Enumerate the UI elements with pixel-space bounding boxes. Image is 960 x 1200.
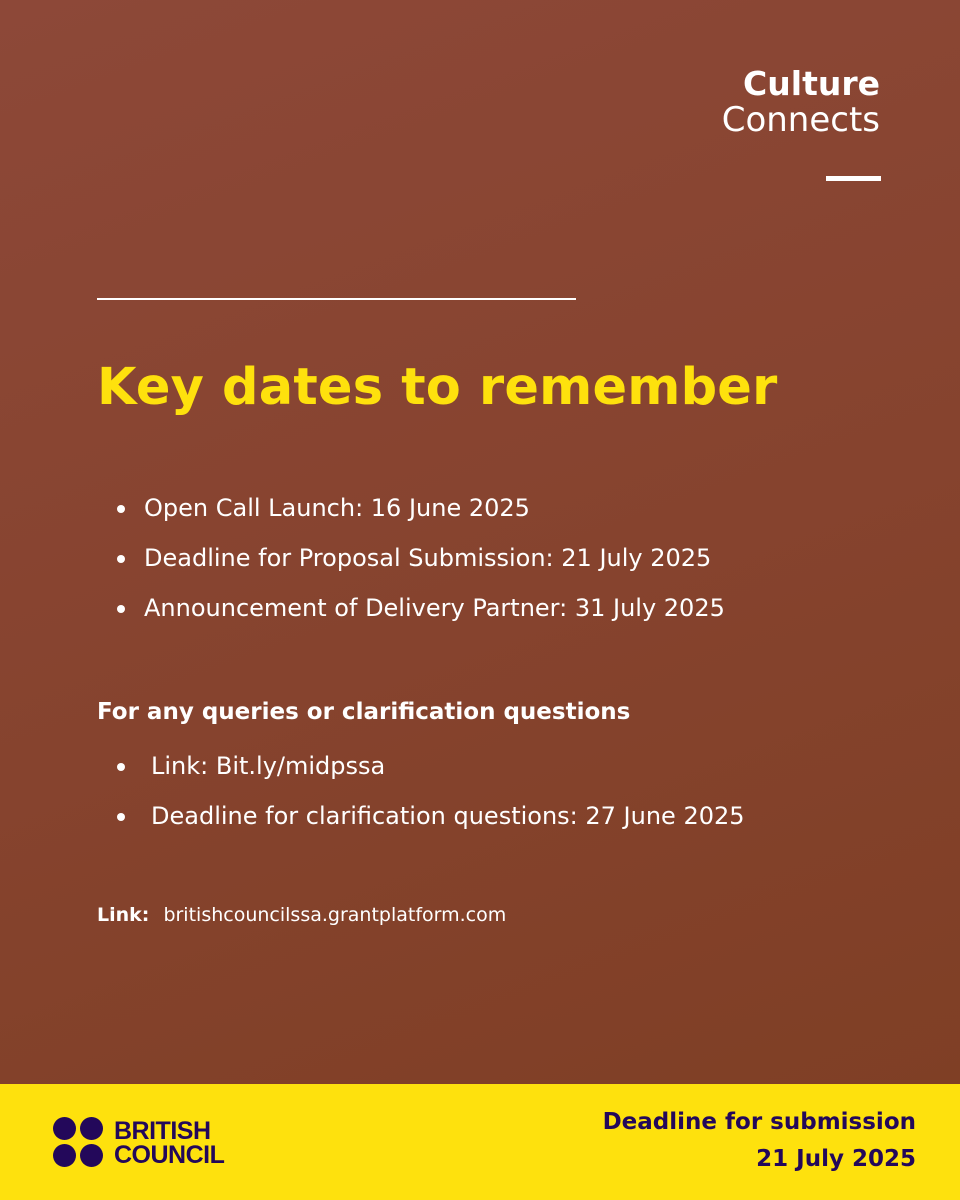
- link-label: Link:: [97, 904, 150, 926]
- grant-platform-link[interactable]: britishcouncilssa.grantplatform.com: [163, 904, 507, 926]
- british-council-wordmark: [114, 1119, 224, 1167]
- title-rule-divider: [97, 298, 576, 300]
- key-date-item: [117, 536, 725, 586]
- query-item: [117, 744, 745, 794]
- logo-dot: [80, 1144, 103, 1167]
- queries-list: [117, 744, 745, 844]
- logo-line-2: COUNCIL: [114, 1141, 225, 1169]
- query-link-text[interactable]: Link: Bit.ly/midpssa: [151, 752, 386, 780]
- bullet-icon: [117, 605, 125, 613]
- queries-heading: For any queries or clarification questions: [97, 699, 631, 725]
- bullet-icon: [117, 763, 125, 771]
- deadline-label: Deadline for submission: [602, 1109, 916, 1135]
- bullet-icon: [117, 813, 125, 821]
- key-date-text: Open Call Launch: 16 June 2025: [144, 494, 530, 522]
- brand-dash-divider: [826, 176, 881, 181]
- british-council-logo: [53, 1117, 224, 1169]
- british-council-dots-icon: [53, 1117, 105, 1169]
- brand-line-2: Connects: [721, 99, 880, 140]
- footer-banner: [0, 1084, 960, 1200]
- key-date-text: Announcement of Delivery Partner: 31 July 2025: [144, 594, 725, 622]
- query-deadline-text: Deadline for clarification questions: 27 June 2025: [151, 802, 745, 830]
- bullet-icon: [117, 555, 125, 563]
- culture-connects-logo: [722, 66, 880, 138]
- logo-dot: [80, 1117, 103, 1140]
- query-item: [117, 794, 745, 844]
- logo-dot: [53, 1144, 76, 1167]
- bullet-icon: [117, 505, 125, 513]
- key-date-text: Deadline for Proposal Submission: 21 July 2025: [144, 544, 712, 572]
- submission-deadline: [603, 1104, 916, 1178]
- logo-line-1: BRITISH: [114, 1117, 211, 1145]
- key-date-item: [117, 486, 725, 536]
- brand-line-1: Culture: [743, 64, 880, 103]
- grant-platform-link-row: [97, 904, 506, 926]
- page-title: Key dates to remember: [97, 358, 778, 417]
- key-date-item: [117, 586, 725, 636]
- key-dates-list: [117, 486, 725, 636]
- deadline-date: 21 July 2025: [756, 1146, 916, 1172]
- logo-dot: [53, 1117, 76, 1140]
